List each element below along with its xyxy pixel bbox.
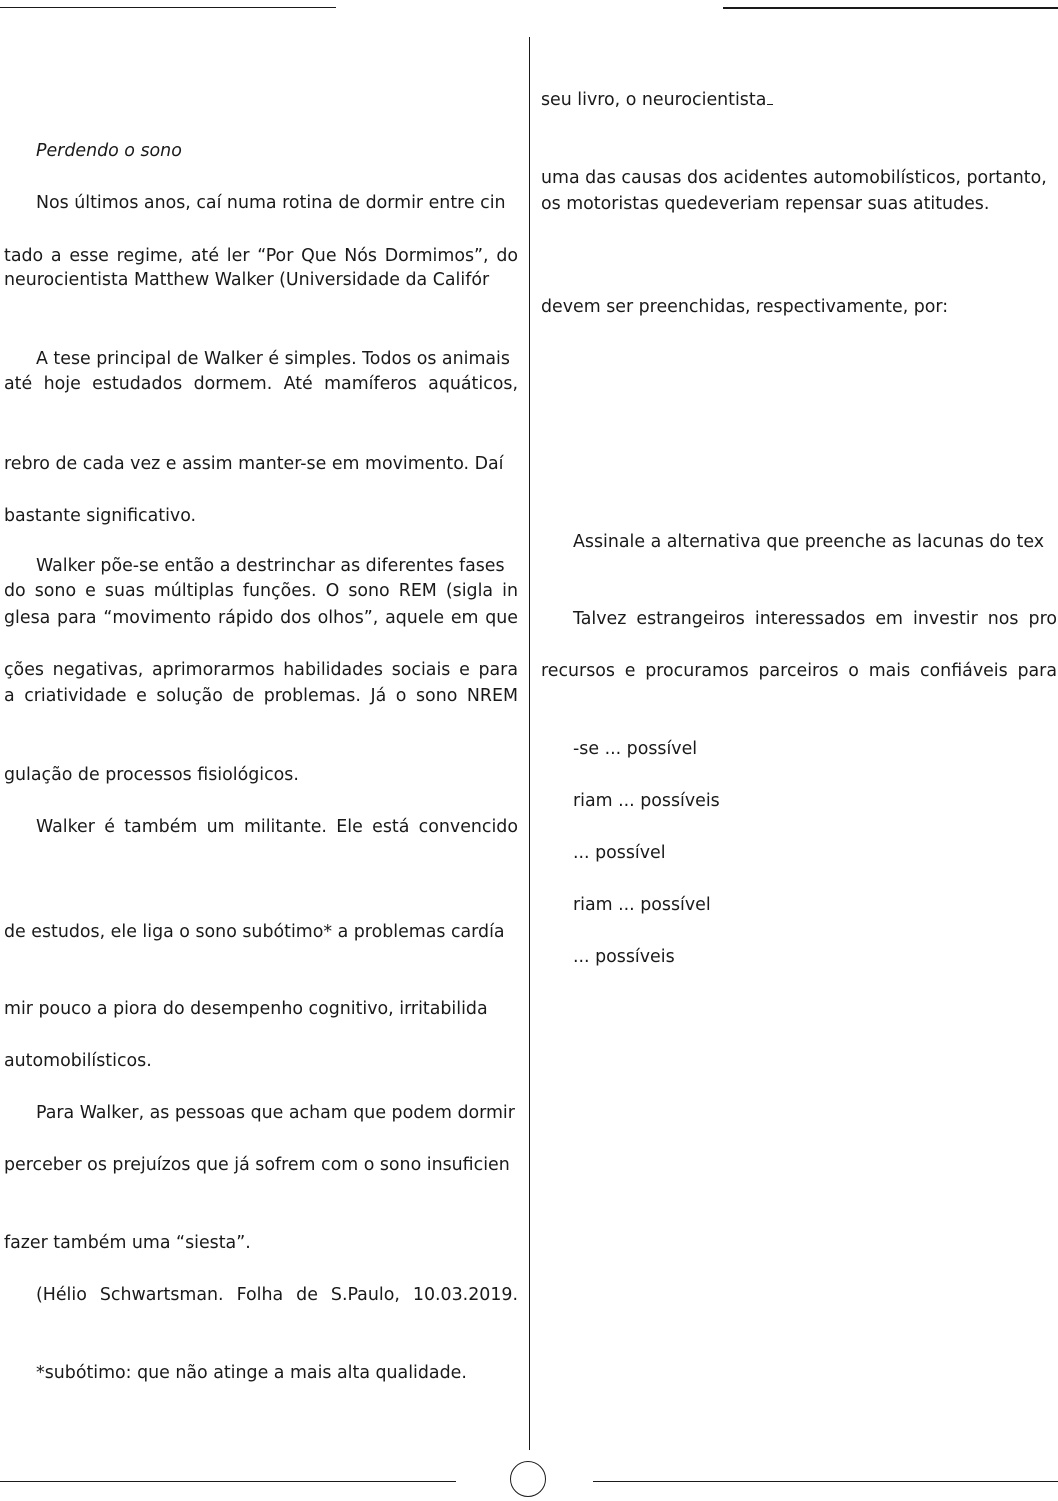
text-line: Walker põe-se então a destrinchar as diferentes fases xyxy=(36,556,505,576)
text-line: Para Walker, as pessoas que acham que podem dormir xyxy=(36,1103,515,1123)
citation: (Hélio Schwartsman. Folha de S.Paulo, 10.03.2019. xyxy=(36,1285,518,1305)
text-line: seu livro, o neurocientista xyxy=(541,88,1057,112)
question-prompt: Assinale a alternativa que preenche as lacunas do tex xyxy=(573,532,1045,552)
text-line: tado a esse regime, até ler “Por Que Nós Dormimos”, do xyxy=(4,246,518,266)
text-line: até hoje estudados dormem. Até mamíferos aquáticos, xyxy=(4,374,518,394)
text-line: neurocientista Matthew Walker (Universidade da Califór xyxy=(4,270,490,290)
answer-blank xyxy=(767,90,773,105)
text-line: fazer também uma “siesta”. xyxy=(4,1233,251,1253)
text-line: rebro de cada vez e assim manter-se em movimento. Daí xyxy=(4,454,504,474)
footnote: *subótimo: que não atinge a mais alta qualidade. xyxy=(36,1363,467,1383)
text-line: devem ser preenchidas, respectivamente, por: xyxy=(541,297,949,317)
text-line: os motoristas quedeveriam repensar suas atitudes. xyxy=(541,194,990,214)
text-line: mir pouco a piora do desempenho cognitivo, irritabilida xyxy=(4,999,488,1019)
text-line: ções negativas, aprimorarmos habilidades sociais e para xyxy=(4,660,518,680)
text-line: automobilísticos. xyxy=(4,1051,152,1071)
text-line: bastante significativo. xyxy=(4,506,197,526)
text-line: gulação de processos fisiológicos. xyxy=(4,765,299,785)
answer-option[interactable]: ... possíveis xyxy=(573,947,675,967)
answer-option[interactable]: riam ... possíveis xyxy=(573,791,720,811)
text-line: uma das causas dos acidentes automobilísticos, portanto, xyxy=(541,168,1047,188)
text-line: glesa para “movimento rápido dos olhos”, aquele em que xyxy=(4,608,518,628)
footer-rule-left xyxy=(0,1481,456,1482)
text-line: Talvez estrangeiros interessados em investir nos pro xyxy=(573,609,1057,629)
text-line: a criatividade e solução de problemas. Já o sono NREM xyxy=(4,686,518,706)
answer-option[interactable]: riam ... possível xyxy=(573,895,711,915)
text-line: Walker é também um militante. Ele está convencido xyxy=(36,817,518,837)
text-line: Nos últimos anos, caí numa rotina de dormir entre cin xyxy=(36,193,506,213)
column-divider xyxy=(529,37,530,1450)
text-line: do sono e suas múltiplas funções. O sono REM (sigla in xyxy=(4,581,518,601)
text-line: recursos e procuramos parceiros o mais confiáveis para xyxy=(541,661,1057,681)
answer-option[interactable]: ... possível xyxy=(573,843,666,863)
answer-option[interactable]: -se ... possível xyxy=(573,739,698,759)
footer-rule-right xyxy=(593,1481,1058,1482)
article-title: Perdendo o sono xyxy=(36,141,182,161)
header-rule-left xyxy=(0,7,336,8)
text-line: de estudos, ele liga o sono subótimo* a problemas cardía xyxy=(4,922,505,942)
header-rule-right xyxy=(723,7,1058,9)
page-number-circle xyxy=(510,1461,546,1497)
text-line: perceber os prejuízos que já sofrem com o sono insuficien xyxy=(4,1155,510,1175)
text-line: A tese principal de Walker é simples. Todos os animais xyxy=(36,349,510,369)
